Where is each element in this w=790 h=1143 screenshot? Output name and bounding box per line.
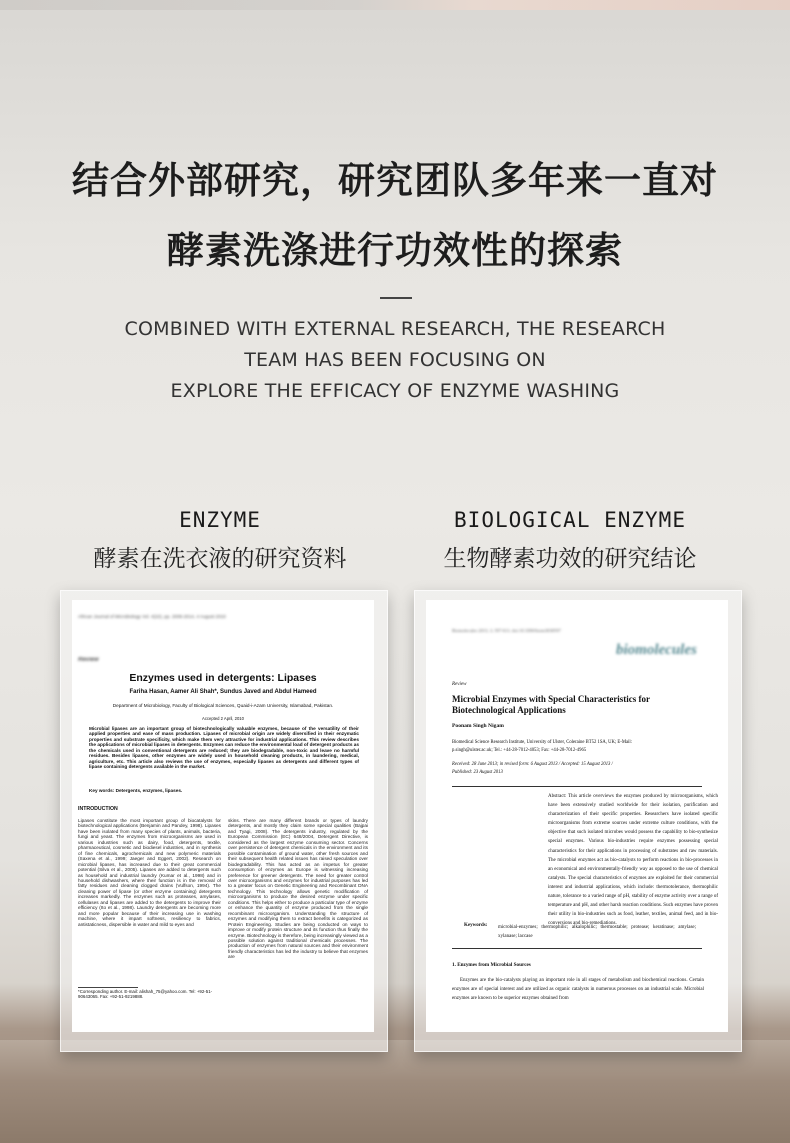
abstract-bottom-rule <box>452 948 702 949</box>
english-line-1: COMBINED WITH EXTERNAL RESEARCH, THE RESEARCH <box>124 318 666 340</box>
paper-journal-header: Biomolecules 2013, 3, 597-611; doi:10.3390/biom3030597 <box>452 628 561 633</box>
paper-abstract: Microbial lipases are an important group of biotechnologically valuable enzymes, because of the versatility of their applied properties and ease of mass production. Lipases of microbial origin are widely diversified in their enzymatic properties and substrate specificity, which make them very attractive for industrial applications. This review describes the applications of microbial lipases in detergents. Enzymes can reduce the environmental load of detergent products as the chemicals used in conventional detergents are reduced; they are biodegradable, non-toxic and leave no harmful residues. Besides lipases, other enzymes are widely used in household cleaning products, in laundering, medical, agriculture, etc. This article also reviews the use of enzymes, especially lipases as detergents and different types of lipase containing detergents available in the market. <box>89 726 359 770</box>
top-color-band <box>0 0 790 10</box>
paper-column-right: skins. There are many different brands or types of laundry detergents, and mostly they claim some special qualities (Bajpai and Tyagi, 2008). The detergents industry, regulated by the European Commission (EC) 648/2004, Detergent Directive, is considered as the largest enzyme consuming sector. Concerns over persistence of detergent chemicals in the environment and its possible contamination of ground water, other fresh sources and their subsequent health related issues has raised speculation over biodegradability. This has acted as an impetus for greater consumption of enzymes as Europe is witnessing increasing preference for greener detergents. The need for greater control over microorganisms and enzymes for industrial purposes has led to a greater focus on Genetic Engineering and Recombinant DNA technology. This technology allows genetic modification of microorganisms to produce the desired enzyme under specific conditions. This helps either to produce a particular type of enzyme or enhance the quantity of enzyme produced from the single recombinant microorganism. Understanding the structure of enzymes and modifying them to extract benefits is categorized as Protein Engineering. Studies are being conducted on ways to improve or modify protein structure and its function thus finally the enzyme. Biotechnology is therefore, being increasingly viewed as a possible solution against traditional chemicals processes. The production of enzymes from natural sources and their environment friendly characteristics has led the industry to believe that enzymes are <box>228 818 368 960</box>
paper-intro-heading: INTRODUCTION <box>78 806 118 812</box>
english-line-3: EXPLORE THE EFFICACY OF ENZYME WASHING <box>170 380 620 402</box>
paper-section-label: Review <box>78 657 99 663</box>
title-divider <box>380 297 412 299</box>
english-line-2: TEAM HAS BEEN FOCUSING ON <box>244 349 546 371</box>
paper-section-label: Review <box>452 682 467 687</box>
abstract-top-rule <box>452 786 702 787</box>
paper-section-text: Enzymes are the bio-catalysts playing an important role in all stages of metabolism and biochemical reactions. Certain enzymes are of special interest and are utilized as organic catalysts in numerous processes on an industrial scale. Microbial enzymes are known to be superior enzymes obtained from <box>452 978 704 1002</box>
paper-accepted-date: Accepted 2 April, 2010 <box>202 716 244 721</box>
wooden-table <box>0 1040 790 1143</box>
paper-footnote: *Corresponding author. E-mail: alishah_75@yahoo.com. Tel: +92-51-90643065. Fax: +92-51-9219888. <box>78 989 213 1000</box>
journal-logo: biomolecules <box>616 642 697 658</box>
paper-column-left: Lipases constitute the most important group of biocatalysts for biotechnological applications (Benjamin and Pandey, 1998). Lipases have been isolated from many species of plants, animals, bacteria, fungi and yeast. The enzymes from microorganisms are used in various industries such as dairy, food, detergents, textile, pharmaceutical, cosmetic and biodiesel industries, and in synthesis of fine chemicals, agrochemicals and new polymeric materials (Saxena et al., 1999; Jaeger and Eggert, 2002). Research on microbial lipases, has increased due to their great commercial potential (Silva et al., 2005). Lipases are added to detergents such as household and industrial laundry (Kumar et al., 1998) and in household dishwashers, where their function is in the removal of fatty residues and cleaning clogged drains (Vulfson, 1994). The cleaning power of lipase (or other enzyme containing) detergents increases markedly. The enzymes such as proteases, amylases, cellulases and lipases are added to the detergents to improve their efficiency (Ito et al., 1998). Laundry detergents are becoming more and more popular because of their increasing use in washing machine, where it impart softness, resiliency to fabrics, antistaticness, dispersible in water and mild to eyes and <box>78 818 221 927</box>
paper-abstract: Abstract: This article overviews the enzymes produced by microorganisms, which have been extensively studied worldwide for their isolation, purification and characterization of their specific properties. Researchers have isolated specific microorganisms from extreme sources under extreme culture conditions, with the objective that such isolated microbes would possess the capability to bio-synthesize special enzymes. Various bio-industries require enzymes possessing special characteristics for their applications in processing of substrates and raw materials. The microbial enzymes act as bio-catalysts to perform reactions in bio-processes in an economical and environmentally-friendly way as opposed to the use of chemical catalysts. The special characteristics of enzymes are exploited for their commercial interest and industrial applications, which include: thermotolerance, thermophilic nature, tolerance to a varied range of pH, stability of enzyme activity over a range of temperature and pH, and other harsh reaction conditions. Such enzymes have proven their utility in bio-industries such as food, leather, textiles, animal feed, and in bio-conversions and bio-remediations. <box>548 794 718 927</box>
panel-subtitle-biological-enzyme: 生物酵素功效的研究结论 <box>443 546 697 572</box>
paper-affiliation: Department of Microbiology, Faculty of Biological Sciences, Quaid-i-Azam University, Islamabad, Pakistan. <box>112 703 334 708</box>
headline-line-2: 酵素洗涤进行功效性的探索 <box>167 229 623 272</box>
paper-keywords-label: Keywords: <box>464 923 488 928</box>
headline-line-1: 结合外部研究，研究团队多年来一直对 <box>72 159 718 202</box>
paper-journal-header: African Journal of Microbiology Vol. 4(22), pp. 2006-2014, 4 August 2010 <box>78 614 226 619</box>
paper-section-heading: 1. Enzymes from Microbial Sources <box>452 962 531 968</box>
paper-title: Enzymes used in detergents: Lipases <box>129 672 317 684</box>
paper-affiliation: Biomedical Science Research Institute, University of Ulster, Coleraine BT52 1SA, UK; E-Mail: p.singh@ulster.ac.uk; Tel.: +44-28-7012-4053; Fax: +44-28-7012-4965 <box>452 740 632 753</box>
panel-title-biological-enzyme: BIOLOGICAL ENZYME <box>454 508 686 532</box>
research-paper-microbial-enzymes <box>426 600 728 1032</box>
panel-title-enzyme: ENZYME <box>179 508 261 532</box>
paper-published: Published: 23 August 2013 <box>452 770 503 775</box>
panel-subtitle-enzyme: 酵素在洗衣液的研究资料 <box>93 546 347 572</box>
footnote-rule <box>78 987 138 988</box>
paper-title: Microbial Enzymes with Special Characteristics for Biotechnological Applications <box>452 694 650 715</box>
paper-author: Poonam Singh Nigam <box>452 723 504 729</box>
paper-keywords: Key words: Detergents, enzymes, lipases. <box>89 788 183 793</box>
paper-authors: Fariha Hasan, Aamer Ali Shah*, Sundus Javed and Abdul Hameed <box>129 689 317 695</box>
paper-received: Received: 28 June 2013; in revised form: 6 August 2013 / Accepted: 15 August 2013 / <box>452 762 613 767</box>
research-paper-lipases <box>72 600 374 1032</box>
paper-keywords: microbial-enzymes; thermophilic; alkalophilic; thermostable; protease; keratinase; amylase; xylanase; laccase <box>498 925 696 940</box>
